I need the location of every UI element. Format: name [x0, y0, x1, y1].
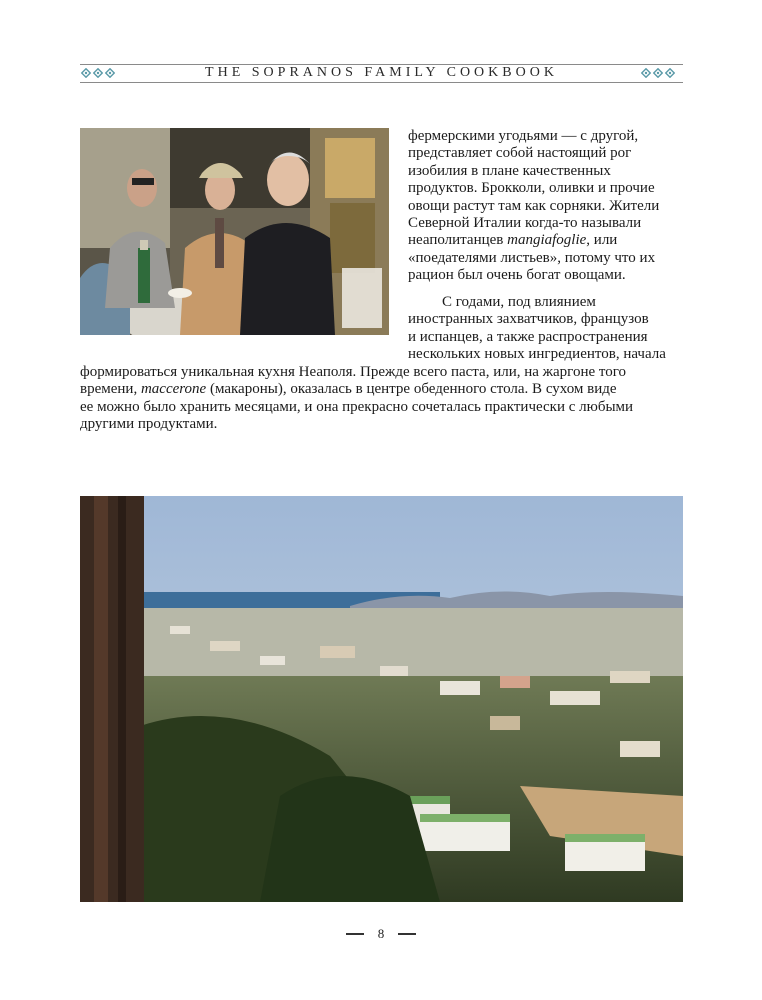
text-line: изобилия в плане качественных — [408, 162, 611, 179]
running-header-title: THE SOPRANOS FAMILY COOKBOOK — [205, 65, 558, 80]
header-ornament-left — [81, 66, 121, 80]
diamond-ornament-icon — [105, 68, 115, 78]
body-paragraph-second-right — [408, 294, 666, 364]
text-run: времени, — [80, 381, 141, 398]
text-run: (макароны), оказалась в центре обеденного стола. В сухом виде — [206, 381, 617, 398]
text-line: ее можно было хранить месяцами, и она прекрасно сочеталась практически с любыми — [80, 398, 634, 415]
italic-term: mangiafoglie — [507, 232, 587, 249]
diamond-ornament-icon — [665, 68, 675, 78]
body-paragraph-first — [408, 128, 659, 285]
footer-rule-right — [398, 933, 416, 935]
text-line: рацион был очень богат овощами. — [408, 267, 626, 284]
text-line: и испанцев, а также распространения — [408, 328, 648, 345]
header-ornament-right — [641, 66, 681, 80]
diamond-ornament-icon — [93, 68, 103, 78]
text-line — [408, 232, 659, 249]
text-line: иностранных захватчиков, французов — [408, 311, 649, 328]
text-line: овощи растут там как сорняки. Жители — [408, 197, 660, 214]
diamond-ornament-icon — [81, 68, 91, 78]
text-line: другими продуктами. — [80, 416, 218, 433]
text-line: «поедателями листьев», потому что их — [408, 249, 656, 266]
diamond-ornament-icon — [653, 68, 663, 78]
text-line — [80, 381, 633, 398]
text-run: неаполитанцев — [408, 232, 508, 249]
page-footer — [0, 924, 762, 944]
body-paragraph-second-full — [80, 364, 633, 434]
text-line: фермерскими угодьями — с другой, — [408, 128, 639, 144]
text-line: формироваться уникальная кухня Неаполя. Прежде всего паста, или, на жаргоне того — [80, 364, 627, 380]
text-line: С годами, под влиянием — [442, 294, 596, 310]
page-number: 8 — [377, 926, 385, 941]
text-line: Северной Италии когда-то называли — [408, 215, 642, 232]
footer-rule-left — [346, 933, 364, 935]
cafe-photo — [80, 128, 389, 335]
text-line: нескольких новых ингредиентов, начала — [408, 346, 666, 363]
landscape-photo — [80, 496, 683, 902]
italic-term: maccerone — [140, 381, 207, 398]
text-run: , или — [586, 232, 618, 249]
text-line: представляет собой настоящий рог — [408, 145, 632, 162]
text-line: продуктов. Брокколи, оливки и прочие — [408, 180, 655, 197]
diamond-ornament-icon — [641, 68, 651, 78]
